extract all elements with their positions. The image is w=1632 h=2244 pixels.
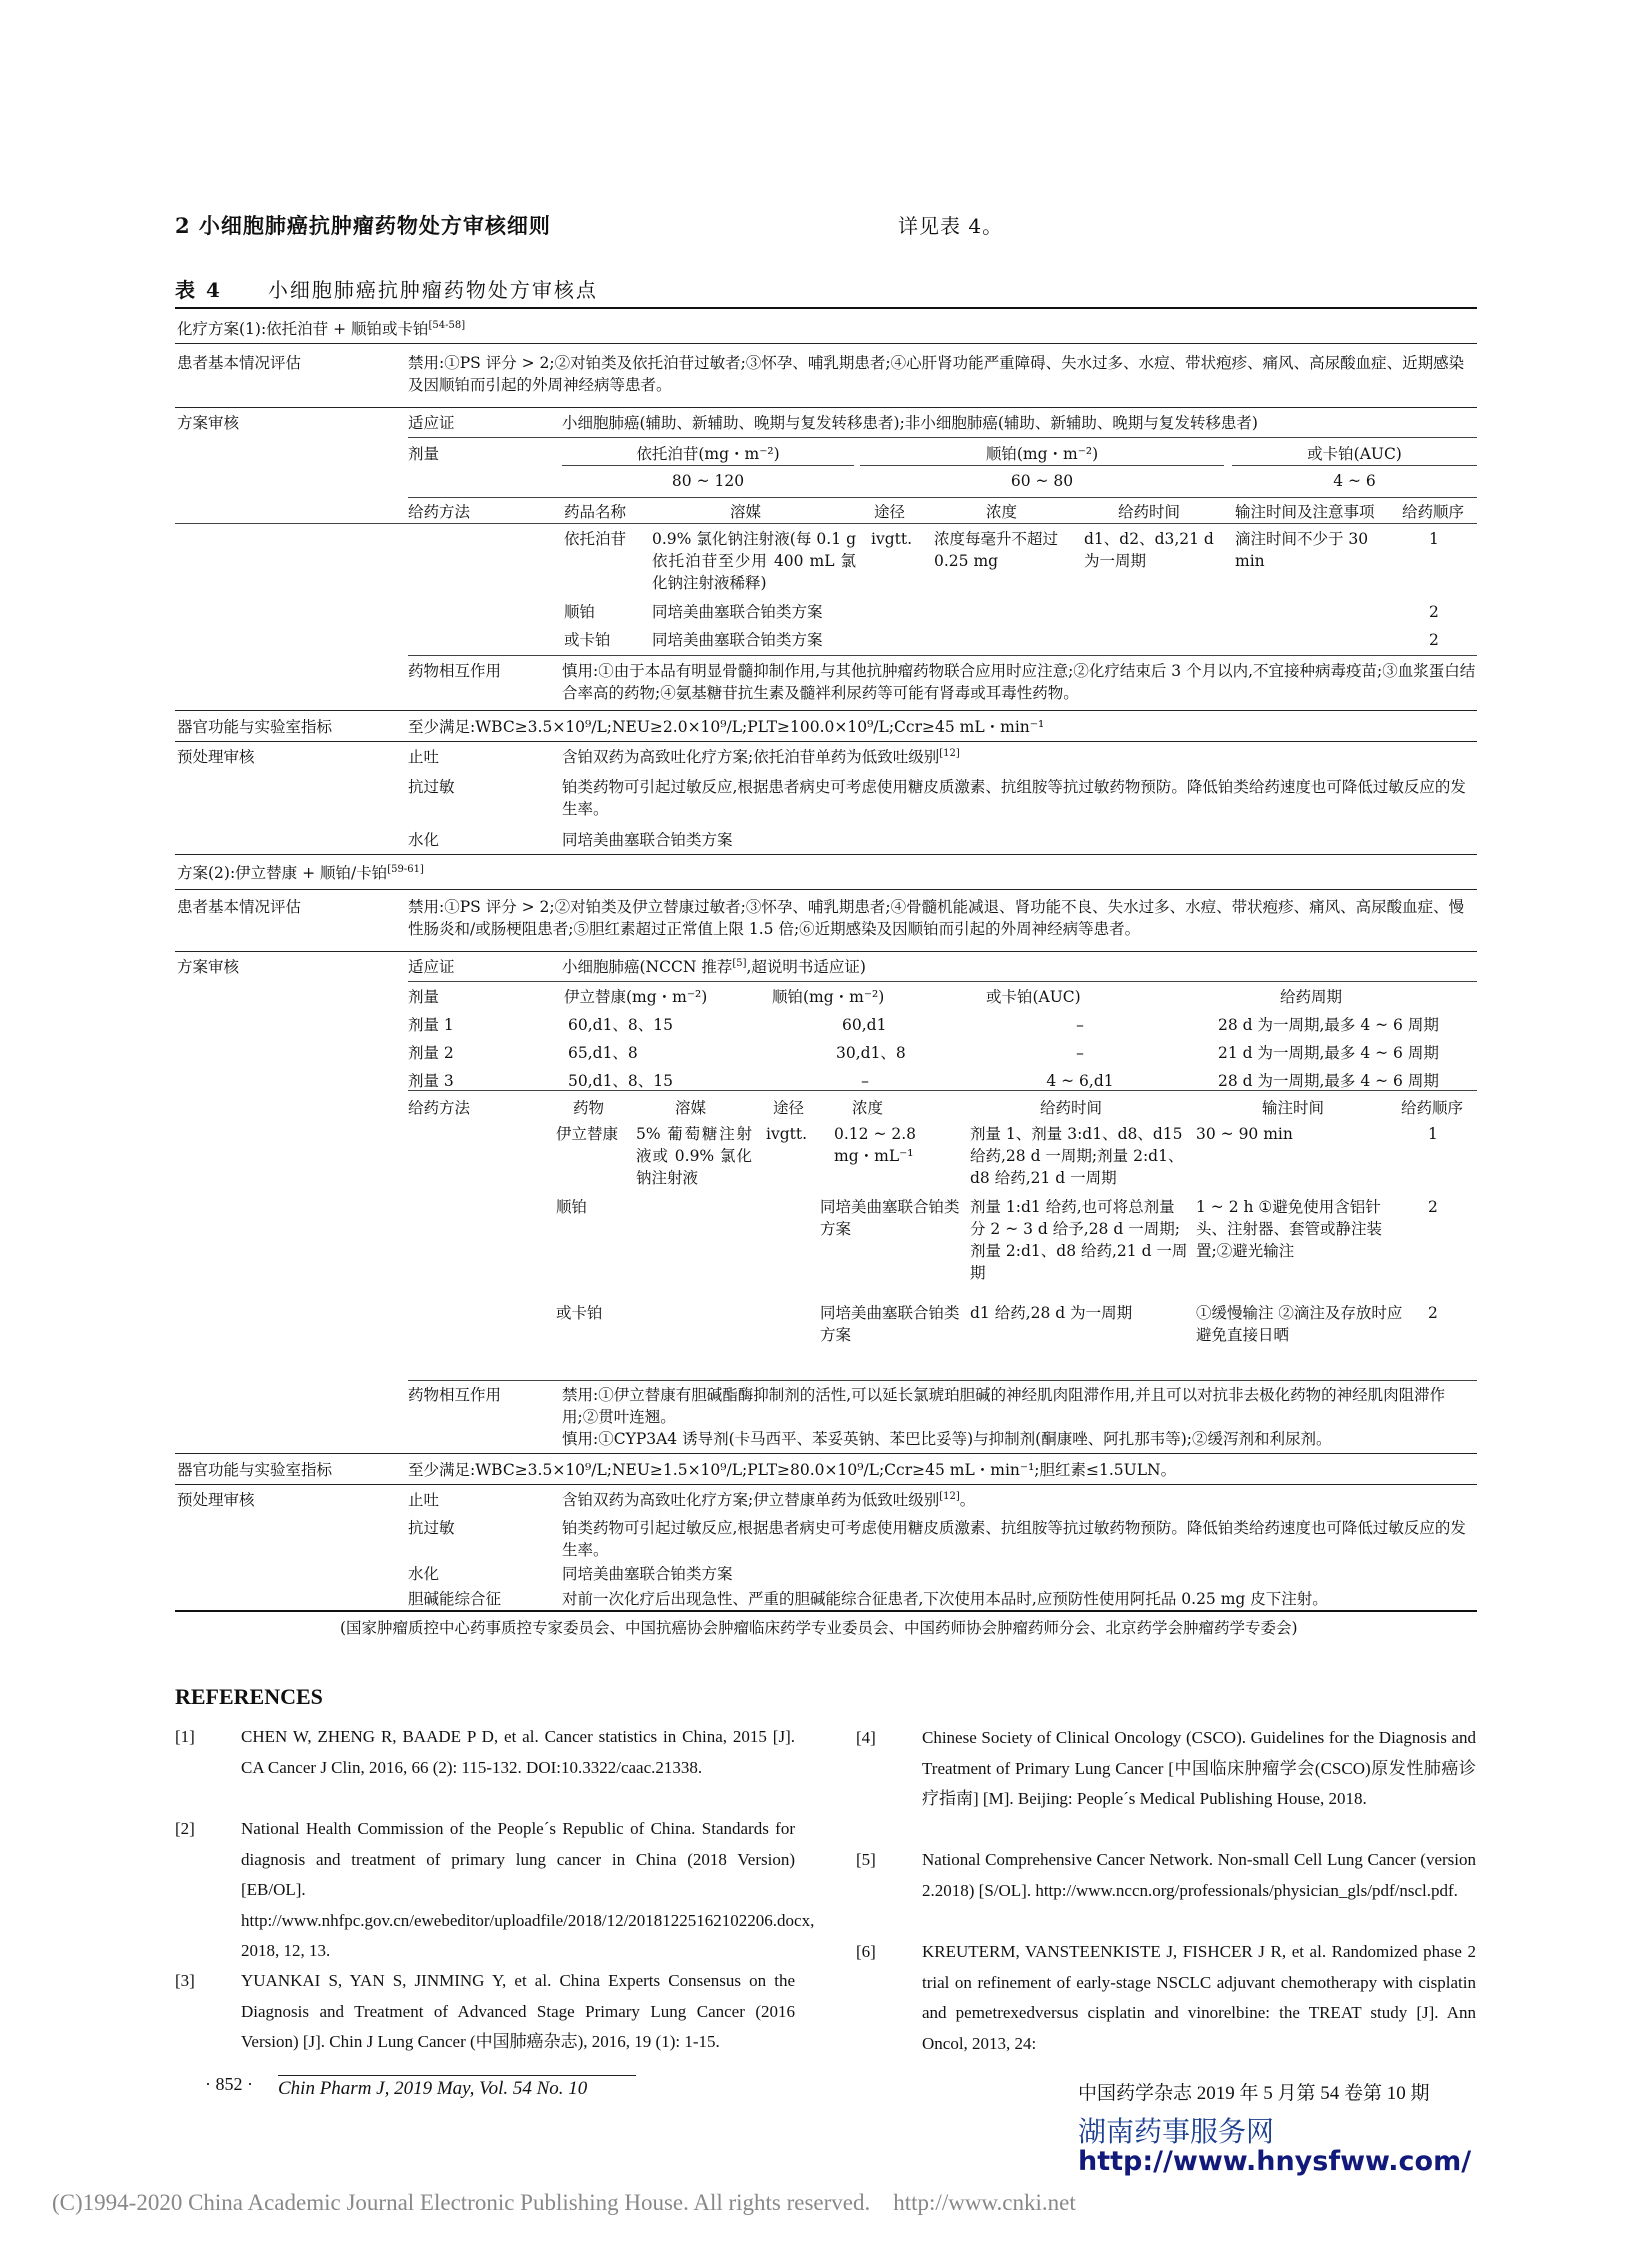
plan2-antiemetic-label: 止吐 xyxy=(408,1491,440,1509)
sub-rule xyxy=(408,655,1477,656)
plan2-admin-header: 药物 xyxy=(573,1099,605,1117)
sub-rule xyxy=(408,1380,1477,1381)
plan1-etoposide-order: 1 xyxy=(1429,530,1439,548)
plan2-irinotecan-infusion: 30 ~ 90 min xyxy=(1196,1125,1293,1143)
plan1-patient-text: 禁用:①PS 评分 > 2;②对铂类及依托泊苷过敏者;③怀孕、哺乳期患者;④心肝肾功能严重障碍、失水过多、水痘、带状疱疹、痛风、高尿酸血症、近期感染及因顺铂而引起的外周神经病等患者。 xyxy=(408,354,1465,394)
table-top-rule xyxy=(175,307,1477,309)
plan2-dose-row-carboplatin: 4 ~ 6,d1 xyxy=(1046,1072,1114,1090)
section-intro-text: 详见表 4。 xyxy=(898,214,1004,238)
plan2-cisplatin-time: 剂量 1:d1 给药,也可将总剂量分 2 ~ 3 d 给予,28 d 一周期;剂量 2:d1、d8 给药,21 d 一周期 xyxy=(970,1198,1188,1282)
references-heading: REFERENCES xyxy=(175,1684,323,1709)
plan1-admin-header: 输注时间及注意事项 xyxy=(1235,503,1375,521)
table-rule xyxy=(175,741,1477,742)
plan1-title: 化疗方案(1):依托泊苷 + 顺铂或卡铂[54-58] xyxy=(177,319,466,338)
plan2-allergy-text: 铂类药物可引起过敏反应,根据患者病史可考虑使用糖皮质激素、抗组胺等抗过敏药物预防。降低铂类给药速度也可降低过敏反应的发生率。 xyxy=(562,1519,1466,1559)
plan2-admin-header: 输注时间 xyxy=(1262,1099,1325,1117)
plan1-dose-etoposide: 80 ~ 120 xyxy=(671,472,745,490)
plan2-carboplatin-time: d1 给药,28 d 为一周期 xyxy=(970,1304,1133,1322)
plan1-pre-label: 预处理审核 xyxy=(177,748,255,766)
table-bottom-rule xyxy=(175,1610,1477,1612)
plan2-dose-row-carboplatin: – xyxy=(1076,1044,1084,1062)
plan2-cisplatin-conc: 同培美曲塞联合铂类方案 xyxy=(820,1198,960,1238)
plan1-cisplatin-order: 2 xyxy=(1429,603,1439,621)
reference-text: YUANKAI S, YAN S, JINMING Y, et al. China Experts Consensus on the Diagnosis and Treatment of Advanced Stage Primary Lung Cancer (2016 Version) [J]. Chin J Lung Cancer (中国肺癌杂志), 2016, 19 (1): 1-15. xyxy=(241,1971,795,2051)
plan2-dose-header: 或卡铂(AUC) xyxy=(986,988,1081,1006)
plan1-carboplatin-solvent: 同培美曲塞联合铂类方案 xyxy=(652,631,823,649)
plan2-dose-row-carboplatin: – xyxy=(1076,1016,1084,1034)
plan2-irinotecan-route: ivgtt. xyxy=(766,1125,808,1143)
plan1-organ-label: 器官功能与实验室指标 xyxy=(177,718,333,736)
plan1-interaction-text: 慎用:①由于本品有明显骨髓抑制作用,与其他抗肿瘤药物联合应用时应注意;②化疗结束后 3 个月以内,不宜接种病毒疫苗;③血浆蛋白结合率高的药物;④氨基糖苷抗生素及髓袢利尿药等可能有肾毒或耳毒性药物。 xyxy=(562,662,1476,702)
plan1-admin-header: 给药时间 xyxy=(1118,503,1181,521)
plan1-etoposide-name: 依托泊苷 xyxy=(564,530,627,548)
plan1-interaction-label: 药物相互作用 xyxy=(408,662,502,680)
table-rule xyxy=(175,1484,1477,1485)
table-rule xyxy=(175,889,1477,890)
plan1-indication-text: 小细胞肺癌(辅助、新辅助、晚期与复发转移患者);非小细胞肺癌(辅助、新辅助、晚期与复发转移患者) xyxy=(562,414,1258,432)
plan2-antiemetic-text: 含铂双药为高致吐化疗方案;伊立替康单药为低致吐级别[12]。 xyxy=(562,1490,976,1509)
reference-number: [5] xyxy=(856,1850,876,1869)
plan1-admin-header: 途径 xyxy=(874,503,906,521)
plan2-interaction-text: 禁用:①伊立替康有胆碱酯酶抑制剂的活性,可以延长氯琥珀胆碱的神经肌肉阻滞作用,并且可以对抗非去极化药物的神经肌肉阻滞作用;②贯叶连翘。 xyxy=(562,1386,1446,1426)
reference-text: CHEN W, ZHENG R, BAADE P D, et al. Cancer statistics in China, 2015 [J]. CA Cancer J Clin, 2016, 66 (2): 115-132. DOI:10.3322/caac.21338. xyxy=(241,1727,795,1777)
plan2-indication-text: 小细胞肺癌(NCCN 推荐[5],超说明书适应证) xyxy=(562,957,866,976)
plan1-antiemetic-label: 止吐 xyxy=(408,748,440,766)
plan1-carboplatin-name: 或卡铂 xyxy=(564,631,611,649)
plan2-dose-row-label: 剂量 1 xyxy=(408,1016,454,1034)
plan2-organ-label: 器官功能与实验室指标 xyxy=(177,1461,333,1479)
plan1-etoposide-solvent: 0.9% 氯化钠注射液(每 0.1 g 依托泊苷至少用 400 mL 氯化钠注射液稀释) xyxy=(652,530,856,592)
plan2-dose-row-irinotecan: 60,d1、8、15 xyxy=(568,1016,674,1034)
table-title: 小细胞肺癌抗肿瘤药物处方审核点 xyxy=(267,278,598,302)
sub-rule xyxy=(175,523,1477,524)
plan2-irinotecan-time: 剂量 1、剂量 3:d1、d8、d15 给药,28 d 一周期;剂量 2:d1、d8 给药,21 d 一周期 xyxy=(970,1125,1184,1187)
plan2-cisplatin-infusion: 1 ~ 2 h ①避免使用含铝针头、注射器、套管或静注装置;②避光输注 xyxy=(1196,1198,1383,1260)
journal-cn: 中国药学杂志 2019 年 5 月第 54 卷第 10 期 xyxy=(1078,2083,1430,2104)
plan2-irinotecan-order: 1 xyxy=(1428,1125,1438,1143)
reference-number: [2] xyxy=(175,1819,195,1838)
plan1-etoposide-time: d1、d2、d3,21 d 为一周期 xyxy=(1084,530,1214,570)
table-footnote: (国家肿瘤质控中心药事质控专家委员会、中国抗癌协会肿瘤临床药学专业委员会、中国药师协会肿瘤药师分会、北京药学会肿瘤药学专委会) xyxy=(340,1619,1298,1637)
plan2-allergy-label: 抗过敏 xyxy=(408,1519,455,1537)
plan2-dose-row-label: 剂量 3 xyxy=(408,1072,454,1090)
plan1-indication-label: 适应证 xyxy=(408,414,455,432)
plan1-hydration-label: 水化 xyxy=(408,831,440,849)
plan2-interaction-label: 药物相互作用 xyxy=(408,1386,502,1404)
plan1-admin-header: 给药顺序 xyxy=(1402,503,1465,521)
sub-rule xyxy=(562,465,854,466)
plan2-dose-header: 顺铂(mg・m⁻²) xyxy=(772,988,885,1006)
plan1-cisplatin-solvent: 同培美曲塞联合铂类方案 xyxy=(652,603,823,621)
plan1-patient-label: 患者基本情况评估 xyxy=(177,354,302,372)
plan1-dose-header-cisplatin: 顺铂(mg・m⁻²) xyxy=(985,445,1099,463)
plan1-admin-label: 给药方法 xyxy=(408,503,471,521)
reference-number: [1] xyxy=(175,1727,195,1746)
plan2-dose-row-cycle: 28 d 为一周期,最多 4 ~ 6 周期 xyxy=(1218,1072,1439,1090)
reference-number: [6] xyxy=(856,1942,876,1961)
reference-text: Chinese Society of Clinical Oncology (CSCO). Guidelines for the Diagnosis and Treatment of Primary Lung Cancer [中国临床肿瘤学会(CSCO)原发性肺癌诊疗指南] [M]. Beijing: People´s Medical Publishing House, 2018. xyxy=(922,1728,1476,1808)
plan2-patient-label: 患者基本情况评估 xyxy=(177,898,302,916)
brand-name: 湖南药事服务网 xyxy=(1078,2115,1275,2148)
plan1-organ-text: 至少满足:WBC≥3.5×10⁹/L;NEU≥2.0×10⁹/L;PLT≥100.0×10⁹/L;Ccr≥45 mL・min⁻¹ xyxy=(408,718,1045,736)
section-title: 2 小细胞肺癌抗肿瘤药物处方审核细则 xyxy=(175,213,551,238)
plan2-dose-row-label: 剂量 2 xyxy=(408,1044,454,1062)
reference-text: KREUTERM, VANSTEENKISTE J, FISHCER J R, et al. Randomized phase 2 trial on refinement of early-stage NSCLC adjuvant chemotherapy with cisplatin and pemetrexedversus cisplatin and vinorelbine: the TREAT study [J]. Ann Oncol, 2013, 24: xyxy=(922,1942,1476,2053)
plan2-admin-header: 途径 xyxy=(773,1099,805,1117)
brand-url[interactable]: http://www.hnysfww.com/ xyxy=(1078,2146,1472,2177)
plan2-admin-header: 给药时间 xyxy=(1040,1099,1103,1117)
plan1-antiemetic-text: 含铂双药为高致吐化疗方案;依托泊苷单药为低致吐级别[12] xyxy=(562,747,960,766)
plan2-cholinergic-label: 胆碱能综合征 xyxy=(408,1590,502,1608)
plan2-admin-header: 浓度 xyxy=(852,1099,884,1117)
sub-rule xyxy=(408,437,1477,438)
plan2-cisplatin-name: 顺铂 xyxy=(556,1198,588,1216)
plan1-dose-carboplatin: 4 ~ 6 xyxy=(1333,472,1376,490)
plan1-dose-header-carboplatin: 或卡铂(AUC) xyxy=(1307,445,1402,463)
plan2-organ-text: 至少满足:WBC≥3.5×10⁹/L;NEU≥1.5×10⁹/L;PLT≥80.0×10⁹/L;Ccr≥45 mL・min⁻¹;胆红素≤1.5ULN。 xyxy=(408,1461,1177,1479)
plan2-dose-row-irinotecan: 50,d1、8、15 xyxy=(568,1072,674,1090)
plan2-dose-label: 剂量 xyxy=(408,988,440,1006)
plan2-irinotecan-conc: 0.12 ~ 2.8 mg・mL⁻¹ xyxy=(834,1125,917,1165)
plan1-dose-label: 剂量 xyxy=(408,445,440,463)
plan1-review-label: 方案审核 xyxy=(177,414,240,432)
plan2-dose-row-irinotecan: 65,d1、8 xyxy=(568,1044,638,1062)
plan1-carboplatin-order: 2 xyxy=(1429,631,1439,649)
plan2-indication-label: 适应证 xyxy=(408,958,455,976)
plan1-etoposide-route: ivgtt. xyxy=(871,530,913,548)
reference-text: National Comprehensive Cancer Network. Non-small Cell Lung Cancer (version 2.2018) [S/OL]. http://www.nccn.org/professionals/physician_gls/pdf/nscl.pdf. xyxy=(922,1850,1476,1900)
sub-rule xyxy=(408,497,1477,498)
plan2-carboplatin-order: 2 xyxy=(1428,1304,1438,1322)
plan2-cholinergic-text: 对前一次化疗后出现急性、严重的胆碱能综合征患者,下次使用本品时,应预防性使用阿托品 0.25 mg 皮下注射。 xyxy=(562,1590,1328,1608)
plan1-admin-header: 浓度 xyxy=(986,503,1018,521)
plan2-admin-header: 溶媒 xyxy=(675,1099,707,1117)
page-number: · 852 · xyxy=(205,2074,253,2094)
plan2-dose-row-cycle: 21 d 为一周期,最多 4 ~ 6 周期 xyxy=(1218,1044,1439,1062)
table-rule xyxy=(175,854,1477,855)
plan2-dose-header: 伊立替康(mg・m⁻²) xyxy=(564,988,708,1006)
plan1-etoposide-conc: 浓度每毫升不超过 0.25 mg xyxy=(934,530,1059,570)
plan2-cisplatin-order: 2 xyxy=(1428,1198,1438,1216)
plan2-interaction-text: 慎用:①CYP3A4 诱导剂(卡马西平、苯妥英钠、苯巴比妥等)与抑制剂(酮康唑、阿扎那韦等);②缓泻剂和利尿剂。 xyxy=(562,1430,1332,1448)
plan1-allergy-text: 铂类药物可引起过敏反应,根据患者病史可考虑使用糖皮质激素、抗组胺等抗过敏药物预防。降低铂类给药速度也可降低过敏反应的发生率。 xyxy=(562,778,1466,818)
plan2-hydration-label: 水化 xyxy=(408,1565,440,1583)
plan1-cisplatin-name: 顺铂 xyxy=(564,603,596,621)
table-rule xyxy=(175,951,1477,952)
plan2-irinotecan-solvent: 5% 葡萄糖注射液或 0.9% 氯化钠注射液 xyxy=(636,1125,752,1187)
reference-text: National Health Commission of the People´s Republic of China. Standards for diagnosis and treatment of primary lung cancer in China (2018 Version) [EB/OL]. http://www.nhfpc.gov.cn/ewebeditor/uploadfile/2018/12/20181225162102206.docx, 2018, 12, 13. xyxy=(241,1819,815,1960)
plan1-etoposide-infusion: 滴注时间不少于 30 min xyxy=(1235,530,1369,570)
table-rule xyxy=(175,710,1477,711)
plan1-dose-cisplatin: 60 ~ 80 xyxy=(1010,472,1074,490)
footer-rule xyxy=(278,2075,636,2076)
plan2-patient-text: 禁用:①PS 评分 > 2;②对铂类及伊立替康过敏者;③怀孕、哺乳期患者;④骨髓机能减退、肾功能不良、失水过多、水痘、带状疱疹、痛风、高尿酸血症、慢性肠炎和/或肠梗阻患者;⑤胆红素超过正常值上限 1.5 倍;⑥近期感染及因顺铂而引起的外周神经病等患者。 xyxy=(408,898,1465,938)
plan1-admin-header: 溶媒 xyxy=(730,503,762,521)
plan2-carboplatin-name: 或卡铂 xyxy=(556,1304,603,1322)
plan1-allergy-label: 抗过敏 xyxy=(408,778,455,796)
plan1-hydration-text: 同培美曲塞联合铂类方案 xyxy=(562,831,733,849)
plan2-dose-row-cisplatin: 60,d1 xyxy=(842,1016,887,1034)
table-rule xyxy=(175,343,1477,344)
plan2-hydration-text: 同培美曲塞联合铂类方案 xyxy=(562,1565,733,1583)
plan1-admin-header: 药品名称 xyxy=(564,503,627,521)
table-label: 表 4 xyxy=(175,278,222,302)
plan2-carboplatin-conc: 同培美曲塞联合铂类方案 xyxy=(820,1304,960,1344)
plan2-carboplatin-infusion: ①缓慢输注 ②滴注及存放时应避免直接日晒 xyxy=(1196,1304,1403,1344)
reference-number: [3] xyxy=(175,1971,195,1990)
table-rule xyxy=(175,407,1477,408)
plan2-title: 方案(2):伊立替康 + 顺铂/卡铂[59-61] xyxy=(177,863,424,882)
sub-rule xyxy=(1232,465,1477,466)
table-rule xyxy=(175,1453,1477,1454)
plan1-dose-header-etoposide: 依托泊苷(mg・m⁻²) xyxy=(636,445,780,463)
plan2-admin-label: 给药方法 xyxy=(408,1099,471,1117)
plan2-dose-row-cisplatin: – xyxy=(861,1072,869,1090)
plan2-review-label: 方案审核 xyxy=(177,958,240,976)
table-caption xyxy=(175,274,598,303)
plan2-dose-row-cycle: 28 d 为一周期,最多 4 ~ 6 周期 xyxy=(1218,1016,1439,1034)
sub-rule xyxy=(408,981,1477,982)
copyright-watermark: (C)1994-2020 China Academic Journal Electronic Publishing House. All rights reserved. http://www.cnki.net xyxy=(52,2190,1076,2215)
plan2-admin-header: 给药顺序 xyxy=(1401,1099,1464,1117)
plan2-irinotecan-name: 伊立替康 xyxy=(556,1125,619,1143)
plan2-dose-header: 给药周期 xyxy=(1280,988,1343,1006)
plan2-dose-row-cisplatin: 30,d1、8 xyxy=(836,1044,906,1062)
journal-en: Chin Pharm J, 2019 May, Vol. 54 No. 10 xyxy=(278,2078,588,2099)
plan2-pre-label: 预处理审核 xyxy=(177,1491,255,1509)
sub-rule xyxy=(860,465,1224,466)
reference-number: [4] xyxy=(856,1728,876,1747)
